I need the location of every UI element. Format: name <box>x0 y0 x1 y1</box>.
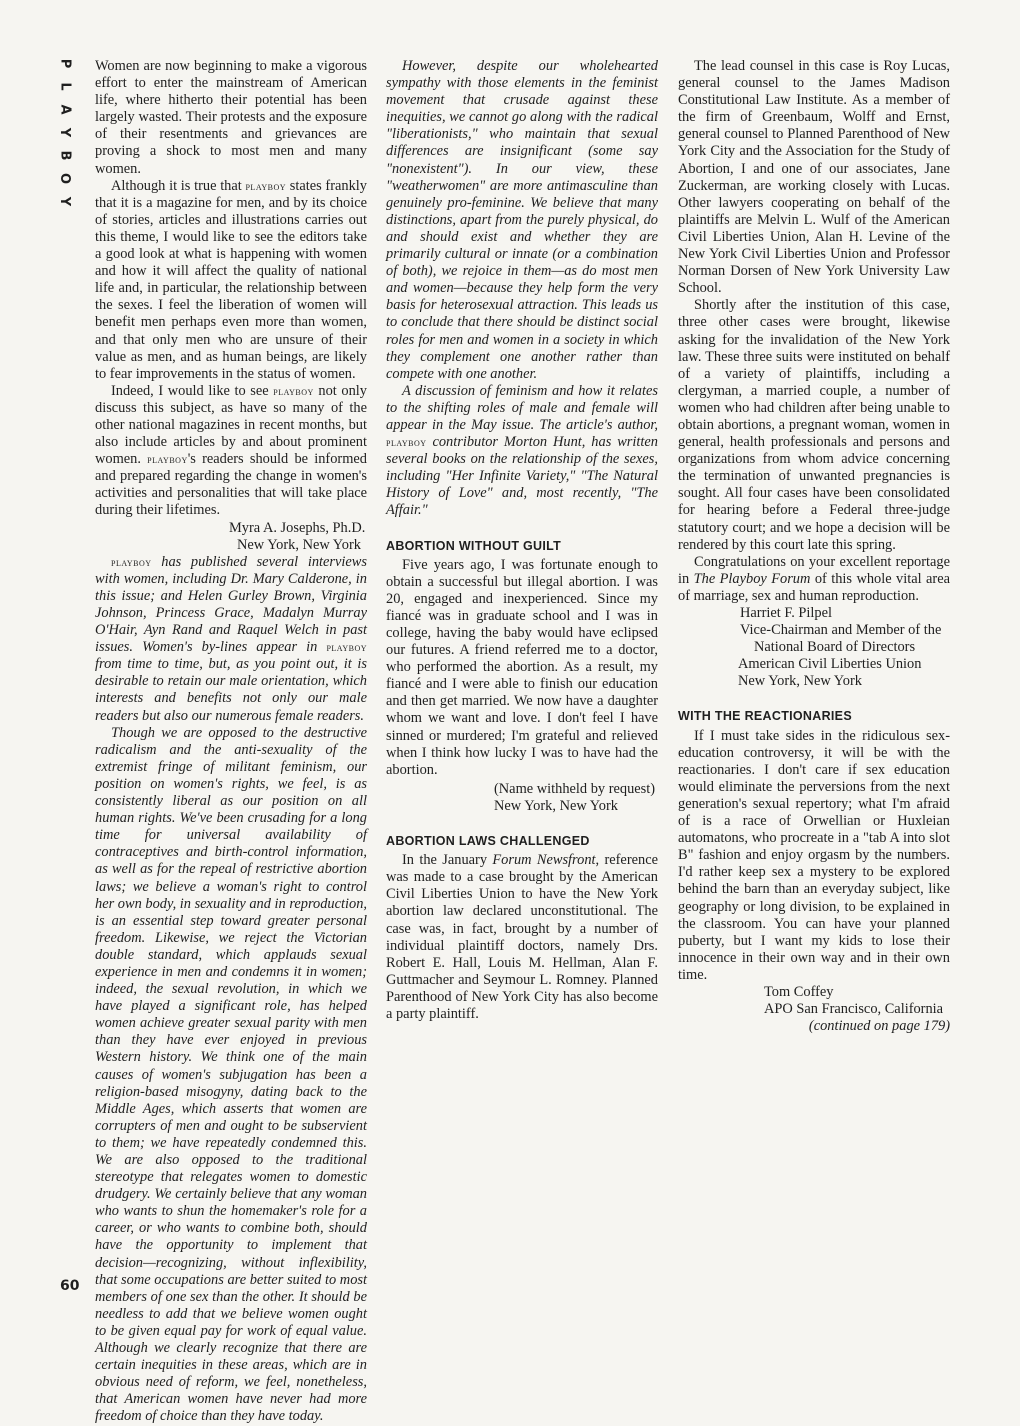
page-number: 60 <box>60 1278 80 1294</box>
text-run: of this whole vital area of marriage, sex and human reproduction. <box>678 570 950 604</box>
signature-name: Myra A. Josephs, Ph.D. <box>229 519 366 536</box>
masthead-letter: O <box>57 172 73 185</box>
text-run: states frankly that it is a magazine for men, and by its choice of stories, articles and illustrations carries out this theme, I would like to see the editors take a good look at what is happening with women and how it will affect the quality of national life and, in particular, the relationship between the sexes. I feel the liberation of women will benefit men perhaps even more than women, and that only men who are unsure of their value as men, and as human beings, are likely to fear improvements in the status of women. <box>95 177 367 382</box>
brand-name: playboy <box>245 178 287 193</box>
signature-place: New York, New York <box>494 797 618 814</box>
letter4-paragraph: If I must take sides in the ridiculous sex-education controversy, it will be with the reactionaries. I don't care if sex education would eliminate the perversions from the next generation's sexual repertory; what I'm afraid of is a race of Orwellian or Huxleian automatons, who procreate in a "tab A into slot B" fashion and enjoy orgasm by the numbers. I'd rather keep sex a mystery to be explored behind the barn than an everyday subject, like geography or long division, to be explained in the classroom. You can have your planned puberty, but I want my kids to lose their innocence in their own way and in their own time. <box>678 727 950 983</box>
letter3-paragraph: Shortly after the institution of this case, three other cases were brought, likewise asking for the invalidation of the New York law. These three suits were instituted on behalf of a variety of plaintiffs, including a clergyman, a married couple, a number of women who had children after being unable to obtain abortions, a pregnant woman, women in general, health professionals and persons and organizations from whom advice concerning the termination of unwanted pregnancies is sought. All four cases have been consolidated for hearing before a Federal three-judge statutory court; and we hope a decision will be rendered by this court late this spring. <box>678 297 950 553</box>
brand-name: playboy <box>147 452 188 467</box>
text-run: 's readers should be informed and prepared regarding the change in women's activities and personalities that will take place during their lifetimes. <box>95 451 367 519</box>
section-heading: ABORTION WITHOUT GUILT <box>386 538 562 553</box>
signature-org: American Civil Liberties Union <box>738 656 922 673</box>
masthead-letter: B <box>57 150 73 161</box>
column-title: The Playboy Forum <box>693 570 811 587</box>
column-1 <box>95 58 367 1426</box>
magazine-masthead <box>54 52 76 213</box>
editor-reply-paragraph: However, despite our wholehearted sympathy with those elements in the feminist movement that crusade against these inequities, we cannot go along with the radical "liberationists," who maintain that sexual differences are insignificant (some say "nonexistent"). In our view, these "weatherwomen" are more antimasculine than genuinely pro-feminine. We believe that many distinctions, apart from the purely physical, do and should exist and whether they are primarily cultural or innate (or a combination of both), we rejoice in them—as do most men and women—because they help form the very basis for heterosexual attraction. This leads us to conclude that there should be distinct social roles for men and women in a society in which they complement one another rather than compete with one another. <box>386 58 658 382</box>
letter1-paragraph <box>95 383 367 520</box>
brand-name: playboy <box>111 554 152 569</box>
signature-name: Tom Coffey <box>764 983 834 1000</box>
letter3-paragraph <box>678 554 950 605</box>
signature-name: (Name withheld by request) <box>494 780 656 797</box>
editor-reply-paragraph <box>95 554 367 725</box>
signature-title: National Board of Directors <box>754 639 916 656</box>
continued-note: (continued on page 179) <box>808 1018 950 1035</box>
text-run: , reference was made to a case brought by the American Civil Liberties Union to have the New York abortion law declared unconstitutional. The case was, in fact, brought by a number of individual plaintiff doctors, namely Drs. Robert E. Hall, Louis M. Hellman, Alan F. Guttmacher and Seymour L. Romney. Planned Parenthood of New York City has also become a party plaintiff. <box>386 852 658 1022</box>
column-2 <box>386 58 658 1023</box>
masthead-letter: Y <box>57 196 73 207</box>
masthead-letter: A <box>57 104 73 115</box>
text-run: not only discuss this subject, as have so many of the other national magazines in recent months, but also include articles by and about prominent women. <box>95 382 367 468</box>
letter1-paragraph: Women are now beginning to make a vigorous effort to enter the mainstream of American life, where hitherto their potential has been largely wasted. Their protests and the exposure of their resentments and grievances are proving a shock to most men and many women. <box>95 58 367 177</box>
text-run: has published several interviews with women, including Dr. Mary Calderone, in this issue; and Helen Gurley Brown, Virginia Johnson, Princess Grace, Madalyn Murray O'Hair, Ayn Rand and Raquel Welch in past issues. Women's by-lines appear in <box>95 553 367 656</box>
letter3-paragraph: The lead counsel in this case is Roy Lucas, general counsel to the James Madison Constitutional Law Institute. As a member of the firm of Greenbaum, Wolff and Ernst, general counsel to Planned Parenthood of New York City and the Association for the Study of Abortion, I and one of our associates, Jane Zuckerman, are working closely with Lucas. Other lawyers cooperating on behalf of the plaintiffs are Melvin L. Wulf of the American Civil Liberties Union, Alan H. Levine of the New York Civil Liberties Union and Professor Norman Dorsen of New York University Law School. <box>678 58 950 297</box>
text-run: Although it is true that <box>111 177 246 194</box>
brand-name: playboy <box>326 640 367 655</box>
signature-place: APO San Francisco, California <box>764 1001 944 1018</box>
masthead-letter: Y <box>57 127 73 138</box>
text-run: In the January <box>402 852 493 869</box>
brand-name: playboy <box>386 435 427 450</box>
text-run: from time to time, but, as you point out, it is desirable to retain our male orientation, which interests and benefits not only our male readers but also our numerous female readers. <box>95 656 367 724</box>
masthead-letter: L <box>57 82 73 91</box>
letter1-paragraph <box>95 178 367 383</box>
editor-reply-paragraph <box>386 383 658 520</box>
text-run: contributor Morton Hunt, has written several books on the relationship of the sexes, including "Her Infinite Variety," "The Natural History of Love" and, most recently, "The Affair." <box>386 434 658 519</box>
text-run: Congratulations on your excellent reportage in <box>678 553 950 587</box>
brand-name: playboy <box>273 383 314 398</box>
editor-reply-paragraph: Though we are opposed to the destructive radicalism and the anti-sexuality of the extremist fringe of militant feminism, our position on women's rights, we feel, is as consistently liberal as our position on all human rights. We've been crusading for a long time for universal availability of contraceptives and birth-control information, as well as for the repeal of restrictive abortion laws; we believe a woman's right to control her own body, in sexuality and in reproduction, is an essential step toward greater personal freedom. Likewise, we reject the Victorian double standard, which applauds sexual experience in men and condemns it in women; indeed, the sexual revolution, in which we have played a significant role, has helped women achieve greater sexual parity with men than they have ever enjoyed in previous Western history. We think one of the main causes of women's subjugation has been a religion-based misogyny, dating back to the Middle Ages, which asserts that women are corrupters of men and ought to be subservient to them; we have repeatedly condemned this. We are also opposed to the traditional stereotype that relegates women to domestic drudgery. We certainly believe that any woman who wants to shun the homemaker's role for a career, or who wants to combine both, should have the opportunity to implement that decision—recognizing, without inflexibility, that some occupations are better suited to most members of one sex than the other. It should be needless to add that we believe women ought to be given equal pay for work of equal value. Although we clearly recognize that there are certain inequities in these areas, which are in obvious need of reform, we feel, nonetheless, that American women have never had more freedom of choice than they have today. <box>95 724 367 1425</box>
letter2-paragraph: Five years ago, I was fortunate enough to obtain a successful but illegal abortion. I was 20, engaged and inexperienced. Since my fiancé was in graduate school and I was in college, having the baby would have eclipsed our futures. A friend referred me to a doctor, who performed the abortion. As a result, my fiancé and I were able to finish our education and then get married. We now have a daughter whom we want and love. I don't feel I have sinned or murdered; I'm grateful and relieved when I think how lucky I was to have had the abortion. <box>386 556 658 778</box>
signature-name: Harriet F. Pilpel <box>740 605 832 621</box>
section-heading: WITH THE REACTIONARIES <box>678 709 852 724</box>
section-heading: ABORTION LAWS CHALLENGED <box>386 834 590 849</box>
signature-title: Vice-Chairman and Member of the <box>740 622 942 639</box>
text-run: Indeed, I would like to see <box>111 382 274 399</box>
masthead-letter: P <box>57 58 73 69</box>
signature-place: New York, New York <box>738 673 862 690</box>
column-title: Forum Newsfront <box>492 852 596 869</box>
letter3-paragraph <box>386 852 658 1023</box>
column-3 <box>678 58 950 1035</box>
text-run: A discussion of feminism and how it relates to the shifting roles of male and female will appear in the May issue. The article's author, <box>386 382 658 433</box>
signature-place: New York, New York <box>237 536 361 553</box>
